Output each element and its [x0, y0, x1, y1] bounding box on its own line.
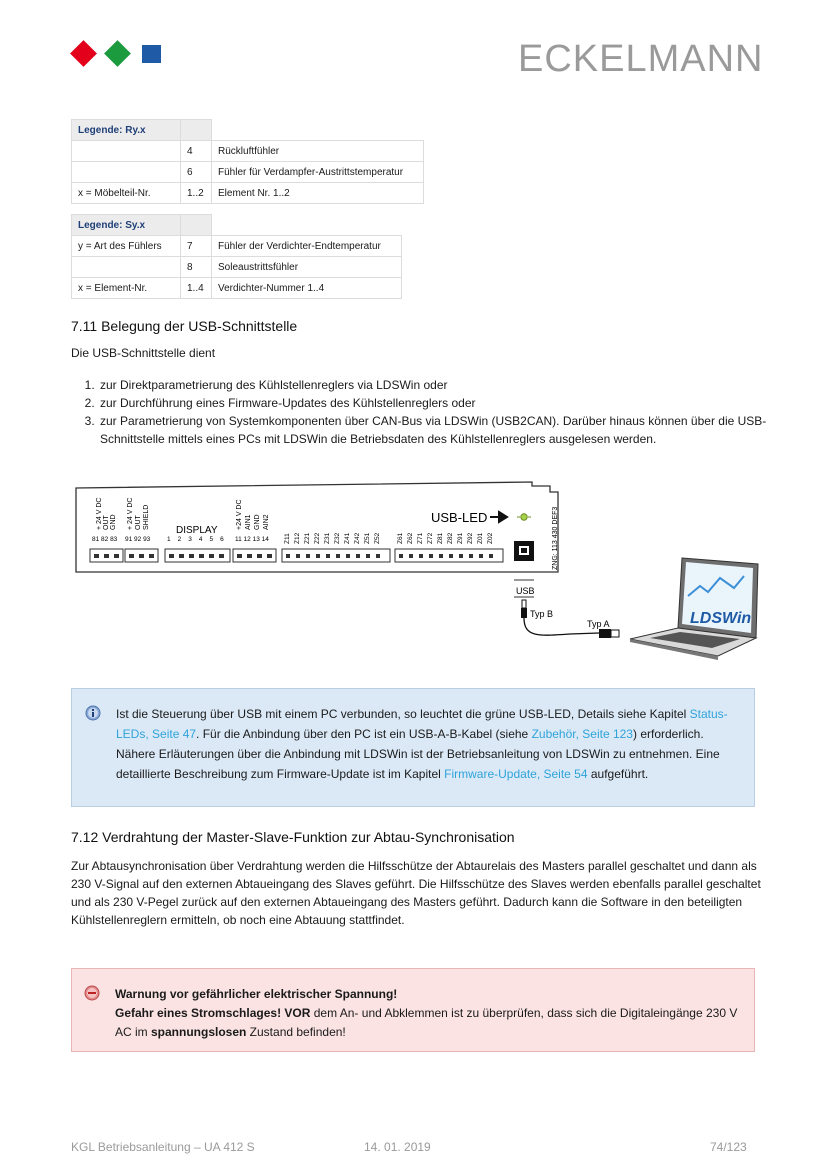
warning-text: Warnung vor gefährlicher elektrischer Spannung! Gefahr eines Stromschlages! VOR dem An- und Abklemmen ist zu überprüfen, dass sich die Digitaleingänge 230 V AC im spannungslosen Zustand befinden!	[115, 987, 738, 1039]
terminal-label: Z11	[284, 533, 291, 544]
terminal-label: + 24 V DC	[96, 497, 103, 530]
usb-led-icon	[521, 514, 527, 520]
info-text: Ist die Steuerung über USB mit einem PC verbunden, so leuchtet die grüne USB-LED, Details siehe Kapitel Status-LEDs, Seite 47. Für die Anbindung über den PC ist ein USB-A-B-Kabel (siehe Zubehör, Seite 123) erforderlich. Nähere Erläuterungen über die Anbindung mit LDSWin ist der Betriebsanleitung von LDSWin zu entnehmen. Eine detaillierte Beschreibung zum Firmware-Update ist im Kapitel Firmware-Update, Seite 54 aufgeführt.	[116, 707, 728, 781]
table-row: x = Element-Nr. 1..4 Verdichter-Nummer 1..4	[72, 278, 402, 299]
info-icon	[85, 705, 101, 721]
usb-led-label: USB-LED	[431, 510, 488, 525]
terminal-label: Z82	[447, 532, 454, 544]
logo-red-diamond	[70, 40, 97, 67]
warning-title: Warnung vor gefährlicher elektrischer Spannung!	[115, 987, 398, 1001]
usb-connection-diagram	[70, 478, 760, 683]
terminal-label: SHIELD	[143, 504, 150, 530]
display-label: DISPLAY	[176, 525, 218, 536]
typ-a-label: Typ A	[587, 619, 610, 629]
terminal-label: Z32	[334, 532, 341, 544]
warning-box	[71, 968, 755, 1052]
terminal-numbers: 91 92 93	[125, 536, 151, 543]
terminal-label: OUT	[135, 515, 142, 530]
terminal-label: Z92	[467, 532, 474, 544]
list-item: 1. zur Direktparametrierung des Kühlstellenreglers via LDSWin oder	[98, 376, 778, 394]
terminal-label: Z42	[354, 532, 361, 544]
typ-b-label: Typ B	[530, 609, 554, 619]
legend-title: Legende: Sy.x	[72, 215, 181, 236]
terminal-label: + 24 V DC	[127, 497, 134, 530]
terminal-label: Z62	[407, 532, 414, 544]
footer-doc-title: KGL Betriebsanleitung – UA 412 S	[71, 1140, 255, 1154]
table-row: x = Möbelteil-Nr. 1..2 Element Nr. 1..2	[72, 183, 424, 204]
section-body: Zur Abtausynchronisation über Verdrahtung werden die Hilfsschütze der Abtaurelais des Masters parallel geschaltet und dann als 230 V-Signal auf den externen Abtaueingang des Slaves geführt. Die Hilfsschütze des Slaves werden ebenfalls parallel geschaltet und als 230 V-Pegel zurück auf den externen Abtaueingang des Masters geführt. Dadurch kann die Software in den beteiligten Kühlstellenreglern ermitteln, ob noch eine Abtauung stattfindet.	[71, 859, 761, 927]
info-box	[71, 688, 755, 807]
terminal-label: GND	[110, 514, 117, 530]
logo-green-diamond	[104, 40, 131, 67]
section-heading-711: 7.11 Belegung der USB-Schnittstelle	[71, 318, 298, 334]
terminal-label: Z51	[364, 532, 371, 544]
terminal-label: Z52	[374, 532, 381, 544]
usb-purpose-list	[78, 376, 778, 448]
warning-minus-icon	[84, 985, 100, 1001]
terminal-label: Z02	[487, 532, 494, 544]
terminal-label: GND	[254, 514, 261, 530]
usb-label: USB	[516, 586, 535, 596]
link-status-leds[interactable]: Status-LEDs, Seite 47	[116, 707, 728, 741]
table-row: 4 Rückluftfühler	[72, 141, 424, 162]
terminal-label: Z41	[344, 532, 351, 544]
terminal-label: Z81	[437, 532, 444, 544]
terminal-label: +24 V DC	[236, 499, 243, 530]
zng-label: ZNG: 113 430 DEF3	[552, 506, 559, 570]
table-row: y = Art des Fühlers 7 Fühler der Verdichter-Endtemperatur	[72, 236, 402, 257]
terminal-label: OUT	[103, 515, 110, 530]
link-zubehoer[interactable]: Zubehör, Seite 123	[531, 727, 633, 741]
laptop-icon	[630, 558, 758, 660]
table-row: 8 Soleaustrittsfühler	[72, 257, 402, 278]
terminal-label: Z31	[324, 532, 331, 544]
brand-wordmark: ECKELMANN	[518, 38, 764, 80]
legend-table-sy	[71, 214, 402, 299]
terminal-label: Z72	[427, 532, 434, 544]
terminal-label: Z91	[457, 532, 464, 544]
list-item: 2. zur Durchführung eines Firmware-Updates des Kühlstellenreglers oder	[98, 394, 778, 412]
section-intro: Die USB-Schnittstelle dient	[71, 346, 216, 360]
footer-page-number: 74/123	[710, 1140, 747, 1154]
terminal-label: Z01	[477, 532, 484, 544]
section-heading-712: 7.12 Verdrahtung der Master-Slave-Funktion zur Abtau-Synchronisation	[71, 829, 515, 845]
terminal-numbers: 1 2 3 4 5 6	[167, 536, 227, 543]
terminal-label: AIN1	[245, 514, 252, 530]
legend-title: Legende: Ry.x	[72, 120, 181, 141]
terminal-label: Z71	[417, 532, 424, 544]
terminal-label: Z21	[304, 532, 311, 544]
terminal-label: Z61	[397, 532, 404, 544]
legend-table-ry	[71, 119, 424, 204]
terminal-label: AIN2	[263, 514, 270, 530]
laptop-brand: LDSWin	[690, 610, 752, 627]
terminal-label: Z12	[294, 532, 301, 544]
terminal-label: Z22	[314, 532, 321, 544]
table-row: 6 Fühler für Verdampfer-Austrittstemperatur	[72, 162, 424, 183]
terminal-numbers: 11 12 13 14	[235, 536, 269, 543]
terminal-numbers: 81 82 83	[92, 536, 118, 543]
logo-blue-square	[142, 45, 161, 63]
list-item: 3. zur Parametrierung von Systemkomponenten über CAN-Bus via LDSWin (USB2CAN). Darüber hinaus können über die USB-Schnittstelle mittels eines PCs mit LDSWin die Betriebsdaten des Kühlstellenreglers ausgelesen werden.	[98, 412, 778, 448]
footer-date: 14. 01. 2019	[364, 1140, 431, 1154]
link-firmware-update[interactable]: Firmware-Update, Seite 54	[444, 767, 588, 781]
